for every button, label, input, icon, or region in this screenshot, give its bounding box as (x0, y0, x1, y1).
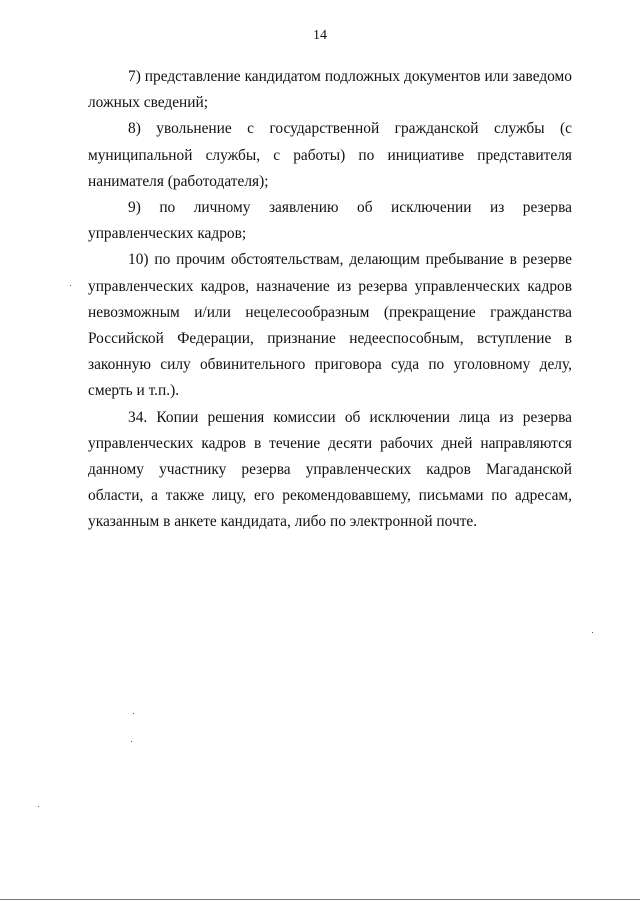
scan-edge-line (0, 899, 640, 900)
scan-speck (38, 806, 39, 807)
paragraph-34: 34. Копии решения комиссии об исключении лица из резерва управленческих кадров в течение десяти рабочих дней направляются данному участнику резерва управленческих кадров Магаданской области, а также лицу, его рекомендовавшему, письмами по адресам, указанным в анкете кандидата, либо по электронной почте. (88, 408, 572, 531)
scan-speck (70, 285, 71, 286)
page-number: 14 (313, 28, 327, 43)
scan-speck (131, 741, 132, 742)
paragraph-item-8: 8) увольнение с государственной гражданской службы (с муниципальной службы, с работы) по инициативе представителя нанимателя (работодателя); (88, 120, 572, 190)
scan-speck (133, 713, 134, 714)
scan-speck (592, 632, 593, 633)
paragraph-item-7: 7) представление кандидатом подложных документов или заведомо ложных сведений; (88, 68, 572, 112)
document-body (88, 64, 572, 536)
paragraph-item-9: 9) по личному заявлению об исключении из резерва управленческих кадров; (88, 199, 572, 243)
paragraph-item-10: 10) по прочим обстоятельствам, делающим пребывание в резерве управленческих кадров, назначение из резерва управленческих кадров невозможным и/или нецелесообразным (прекращение гражданства Российской Федерации, признание недееспособным, вступление в законную силу обвинительного приговора суда по уголовному делу, смерть и т.п.). (88, 251, 572, 400)
